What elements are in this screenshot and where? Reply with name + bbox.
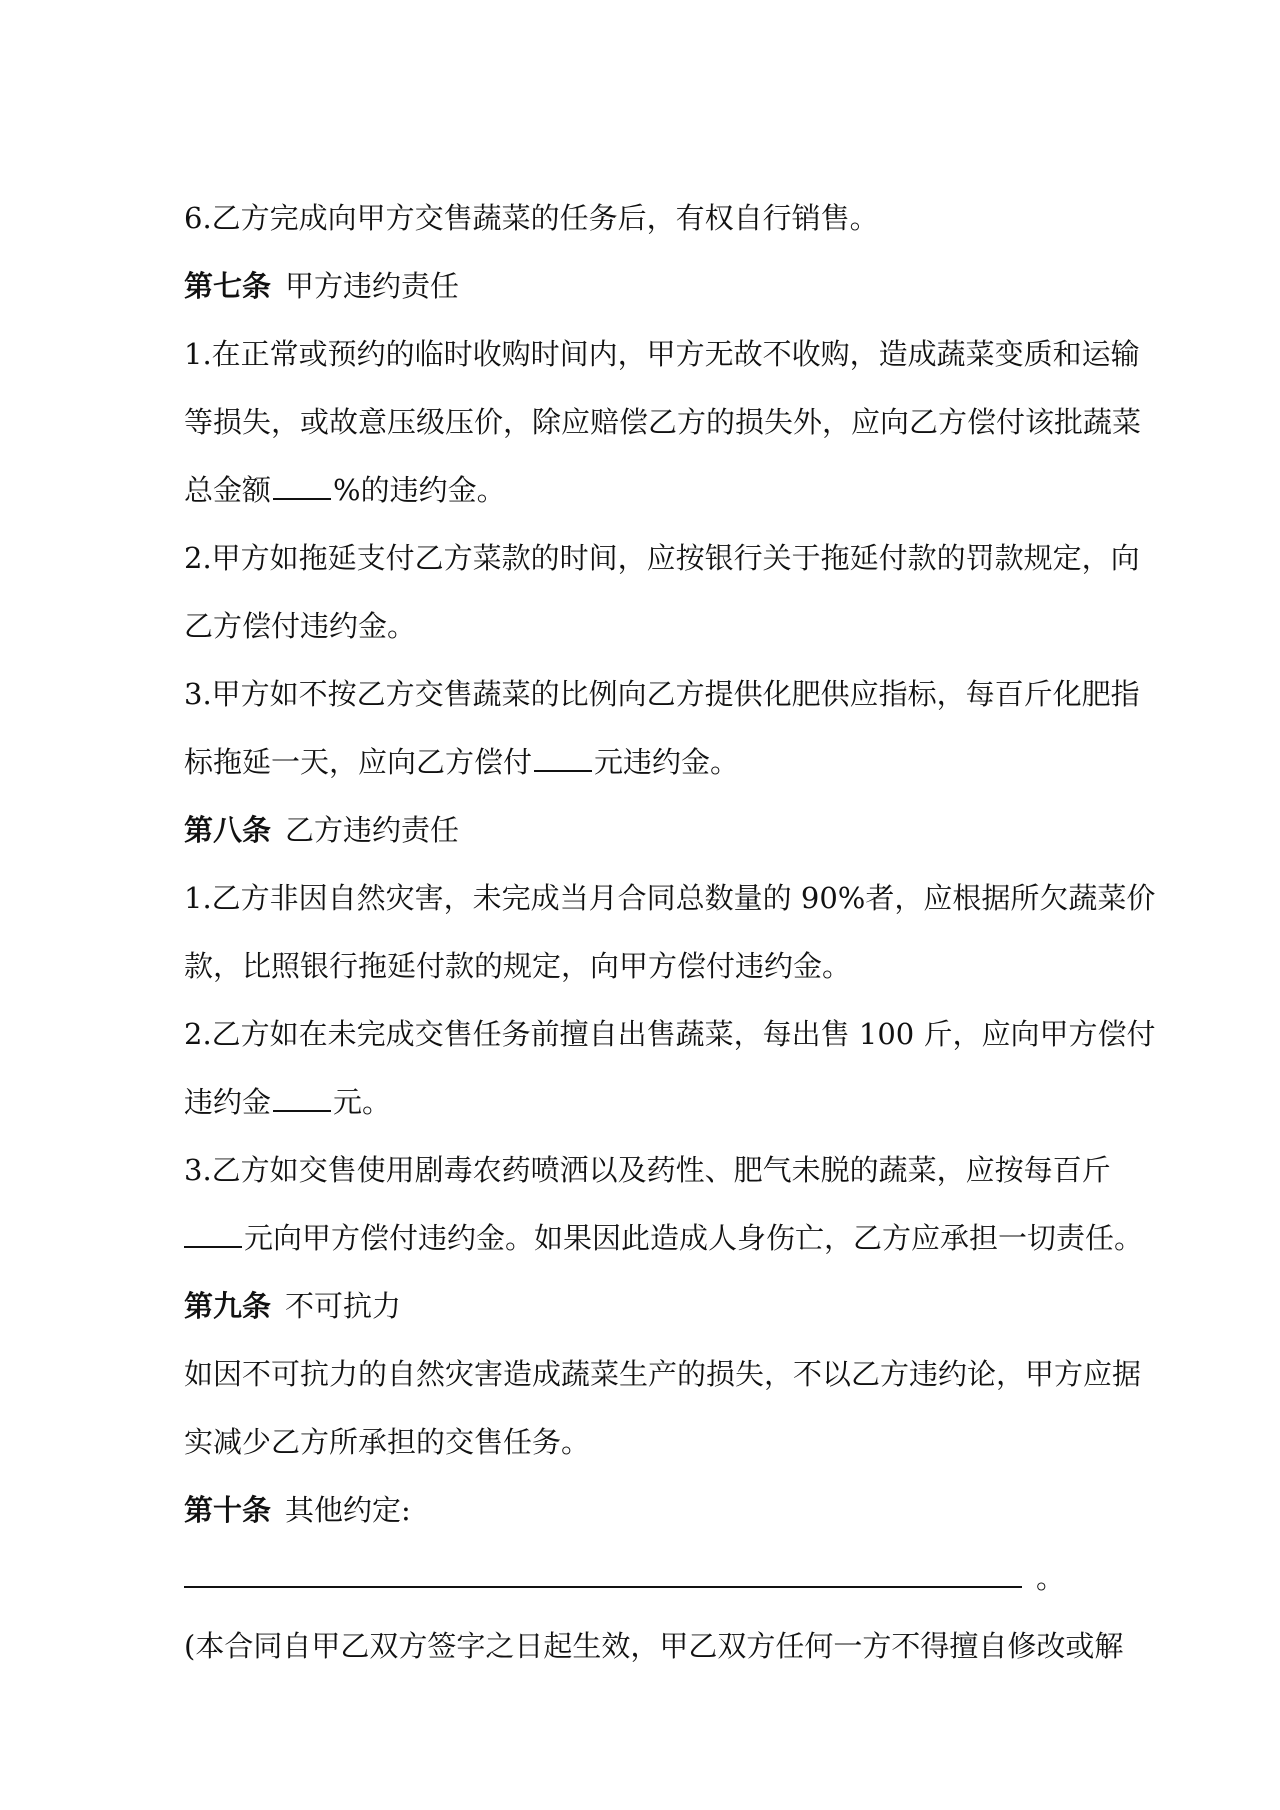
- text-segment: 违约金: [184, 1085, 272, 1119]
- fill-in-blank: [273, 1084, 331, 1112]
- article-10-title: 其他约定:: [285, 1493, 411, 1527]
- text-segment: 元违约金。: [594, 745, 740, 779]
- article-8-item-2-line-2: [184, 1082, 391, 1122]
- article-7-item-2-line-2: 乙方偿付违约金。: [184, 609, 417, 643]
- article-9-heading: [184, 1286, 401, 1326]
- fill-in-blank: [273, 472, 331, 500]
- article-9-text-line-1: 如因不可抗力的自然灾害造成蔬菜生产的损失，不以乙方违约论，甲方应据: [184, 1357, 1142, 1391]
- article-10-number: 第十条: [184, 1493, 272, 1527]
- text-segment: 元向甲方偿付违约金。如果因此造成人身伤亡，乙方应承担一切责任。: [244, 1221, 1144, 1255]
- article-7-number: 第七条: [184, 269, 272, 303]
- article-7-item-1-line-2: 等损失，或故意压级压价，除应赔偿乙方的损失外，应向乙方偿付该批蔬菜: [184, 405, 1142, 439]
- text-segment: 总金额: [184, 473, 272, 507]
- contract-effectiveness-text: (本合同自甲乙双方签字之日起生效，甲乙双方任何一方不得擅自修改或解: [184, 1629, 1124, 1663]
- text-segment: 元。: [333, 1085, 392, 1119]
- article-10-heading: [184, 1490, 411, 1530]
- article-7-heading: [184, 266, 459, 306]
- text-segment: 。: [1036, 1561, 1066, 1595]
- text-segment: 标拖延一天，应向乙方偿付: [184, 745, 533, 779]
- article-8-heading: [184, 810, 459, 850]
- article-10-blank-line: [184, 1558, 1065, 1598]
- article-7-item-1-line-1: 1.在正常或预约的临时收购时间内，甲方无故不收购，造成蔬菜变质和运输: [184, 337, 1140, 371]
- article-9-title: 不可抗力: [285, 1289, 402, 1323]
- article-8-number: 第八条: [184, 813, 272, 847]
- article-7-title: 甲方违约责任: [285, 269, 460, 303]
- article-8-title: 乙方违约责任: [285, 813, 460, 847]
- text-segment: %的违约金。: [333, 473, 506, 507]
- article-8-item-1-line-2: 款，比照银行拖延付款的规定，向甲方偿付违约金。: [184, 949, 852, 983]
- article-9-number: 第九条: [184, 1289, 272, 1323]
- article-7-item-3-line-2: [184, 742, 739, 782]
- article-8-item-2-line-1: 2.乙方如在未完成交售任务前擅自出售蔬菜，每出售 100 斤，应向甲方偿付: [184, 1017, 1156, 1051]
- article-7-item-1-line-3: [184, 470, 506, 510]
- clause-6-text: 6.乙方完成向甲方交售蔬菜的任务后，有权自行销售。: [184, 201, 879, 235]
- article-8-item-3-line-1: 3.乙方如交售使用剧毒农药喷洒以及药性、肥气未脱的蔬菜，应按每百斤: [184, 1153, 1111, 1187]
- fill-in-blank: [184, 1220, 242, 1248]
- article-8-item-3-line-2: [184, 1218, 1143, 1258]
- fill-in-blank: [534, 744, 592, 772]
- article-7-item-3-line-1: 3.甲方如不按乙方交售蔬菜的比例向乙方提供化肥供应指标，每百斤化肥指: [184, 677, 1140, 711]
- article-9-text-line-2: 实减少乙方所承担的交售任务。: [184, 1425, 591, 1459]
- article-8-item-1-line-1: 1.乙方非因自然灾害，未完成当月合同总数量的 90%者，应根据所欠蔬菜价: [184, 881, 1156, 915]
- article-7-item-2-line-1: 2.甲方如拖延支付乙方菜款的时间，应按银行关于拖延付款的罚款规定，向: [184, 541, 1140, 575]
- fill-in-blank-long: [184, 1560, 1022, 1588]
